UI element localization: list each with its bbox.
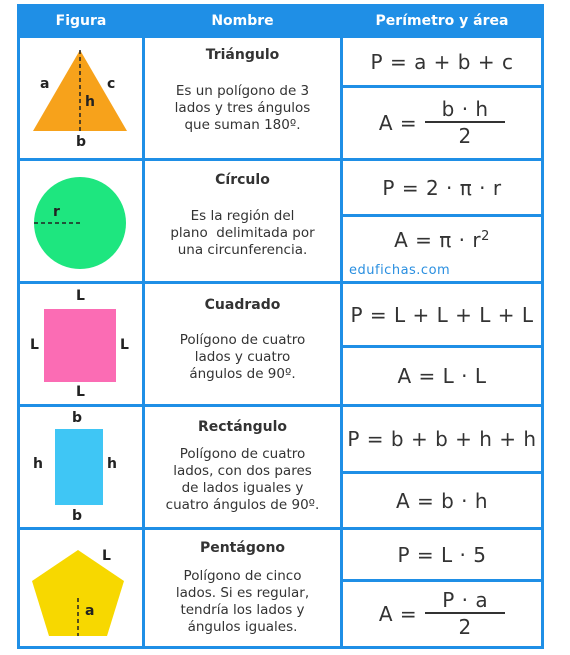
label-side-c: c (107, 76, 116, 92)
label-square-bottom: L (76, 384, 85, 400)
shape-name-circle: Círculo (215, 172, 270, 188)
name-cell-triangle (145, 38, 340, 158)
perimeter-formula-rectangle: P = b + b + h + h (347, 427, 537, 451)
area-cell-circle (343, 217, 541, 281)
watermark-text: edufichas.com (349, 263, 451, 278)
label-height-h: h (85, 94, 95, 110)
figure-cell-pentagon (20, 530, 142, 646)
figure-cell-triangle (20, 38, 142, 158)
label-radius-r: r (53, 204, 60, 220)
name-cell-square (145, 284, 340, 404)
perimeter-formula-circle: P = 2 · π · r (382, 175, 502, 200)
figure-cell-circle (20, 161, 142, 281)
shape-name-pentagon: Pentágono (199, 540, 286, 556)
perimeter-formula-triangle: P = a + b + c (370, 49, 514, 74)
area-formula-triangle: A = $\frac{b \cdot h}{2}$ (343, 88, 541, 158)
label-rectangle-left: h (33, 456, 43, 472)
name-cell-rectangle (145, 407, 340, 527)
perimeter-cell-pentagon (343, 530, 541, 579)
area-formula-rectangle: A = b · h (395, 488, 489, 513)
area-cell-rectangle (343, 474, 541, 527)
description-triangle: Es un polígono de 3 lados y tres ángulos que suman 180º. (174, 83, 311, 133)
label-pentagon-side: L (102, 548, 111, 564)
label-base-b: b (76, 134, 87, 150)
shapes-table (17, 4, 544, 649)
name-cell-pentagon (145, 530, 340, 646)
perimeter-cell-circle (343, 161, 541, 214)
header-name: Nombre (211, 13, 274, 29)
area-formula-circle: A = π · r $^2$ (394, 228, 490, 252)
shape-name-square: Cuadrado (204, 297, 281, 313)
label-rectangle-right: h (107, 456, 117, 472)
perimeter-cell-triangle (343, 38, 541, 85)
perimeter-formula-square: P = L + L + L + L (350, 302, 534, 327)
pentagon-shape (20, 530, 142, 646)
description-pentagon: Polígono de cinco lados. Si es regular, tendría los lados y ángulos iguales. (175, 568, 310, 635)
description-rectangle: Polígono de cuatro lados, con dos pares de lados iguales y cuatro ángulos de 90º. (165, 446, 320, 513)
area-formula-pentagon: A = $\frac{P \cdot a}{2}$ (343, 582, 541, 646)
area-cell-pentagon (343, 582, 541, 646)
header-figure: Figura (55, 13, 107, 29)
label-square-left: L (30, 337, 39, 353)
perimeter-cell-square (343, 284, 541, 345)
label-rectangle-top: b (72, 410, 83, 426)
label-apothem-a: a (85, 603, 95, 619)
label-rectangle-bottom: b (72, 508, 83, 524)
description-circle: Es la región del plano delimitada por una circunferencia. (170, 208, 315, 258)
perimeter-formula-pentagon: P = L · 5 (397, 542, 487, 567)
shape-name-rectangle: Rectángulo (197, 419, 288, 435)
figure-cell-rectangle (20, 407, 142, 527)
description-square: Polígono de cuatro lados y cuatro ángulos de 90º. (179, 332, 306, 382)
area-cell-triangle (343, 88, 541, 158)
area-cell-square (343, 348, 541, 404)
label-square-right: L (120, 337, 129, 353)
perimeter-cell-rectangle (343, 407, 541, 471)
figure-cell-square (20, 284, 142, 404)
shape-name-triangle: Triángulo (205, 47, 280, 63)
label-side-a: a (40, 76, 50, 92)
area-formula-square: A = L · L (397, 364, 487, 388)
name-cell-circle (145, 161, 340, 281)
header-formulas: Perímetro y área (375, 13, 509, 29)
circle-shape (20, 161, 142, 281)
label-square-top: L (76, 288, 85, 304)
